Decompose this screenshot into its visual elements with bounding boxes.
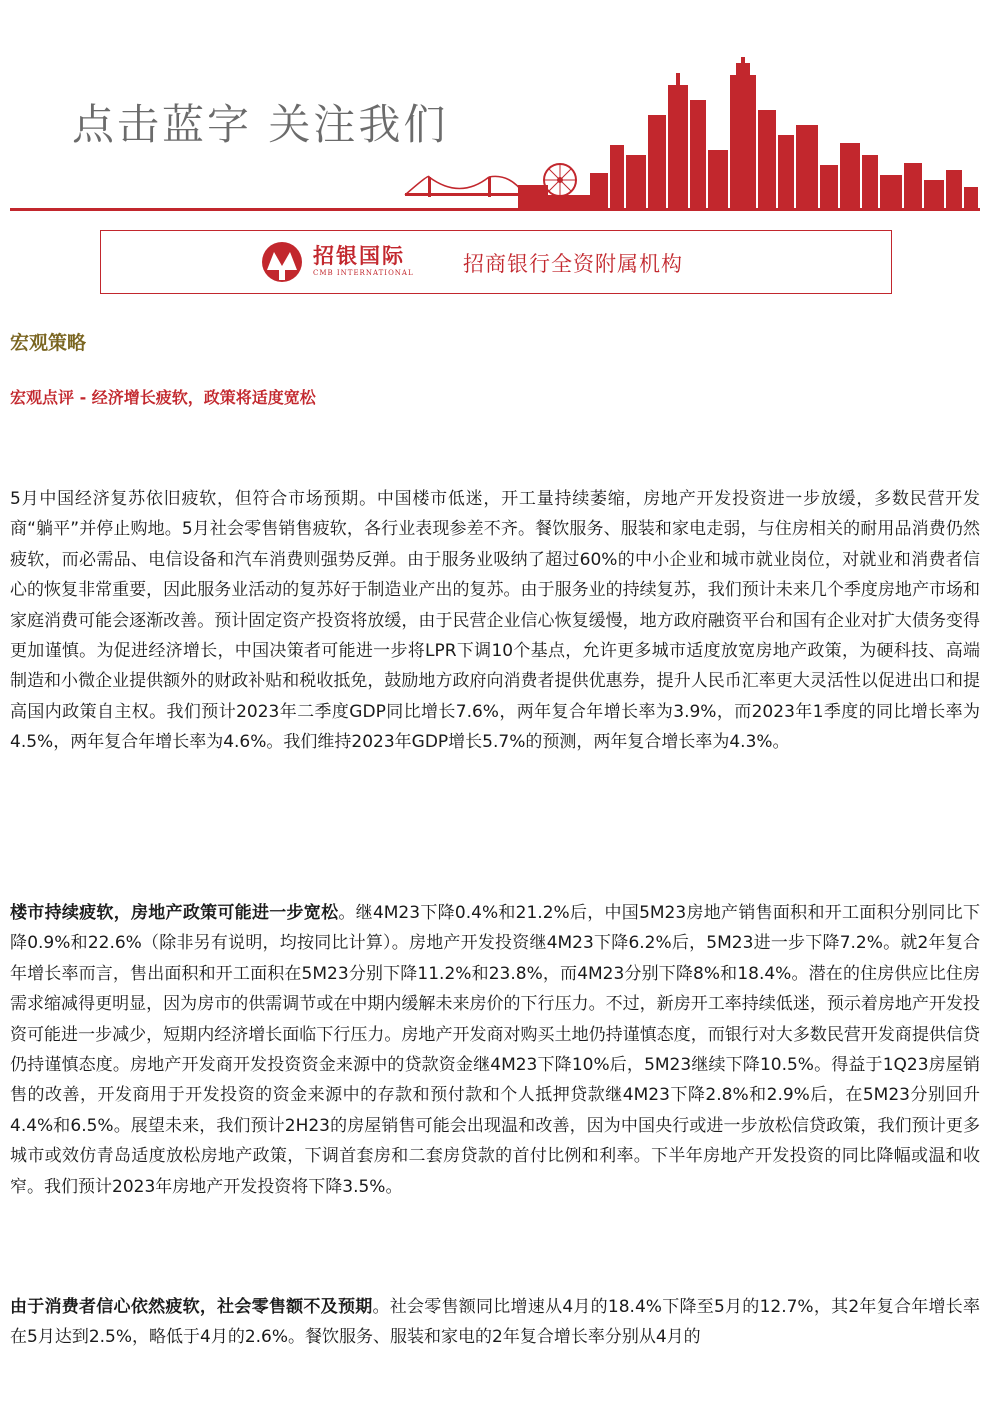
banner-title[interactable]: 点击蓝字 关注我们 — [72, 100, 449, 149]
report-title: 宏观点评 - 经济增长疲软，政策将适度宽松 — [10, 388, 316, 407]
paragraph-retail — [10, 1292, 980, 1353]
paragraph-body: 。继4M23下降0.4%和21.2%后，中国5M23房地产销售面积和开工面积分别同比下降0.9%和22.6%（除非另有说明，均按同比计算）。房地产开发投资继4M23下降6.2%后，5M23进一步下降7.2%。就2年复合年增长率而言，售出面积和开工面积在5M23分别下降11.2%和23.8%，而4M23分别下降8%和18.4%。潜在的住房供应比住房需求缩减得更明显，因为房市的供需调节或在中期内缓解未来房价的下行压力。不过，新房开工率持续低迷，预示着房地产开发投资可能进一步减少，短期内经济增长面临下行压力。房地产开发商对购买土地仍持谨慎态度，而银行对大多数民营开发商提供信贷仍持谨慎态度。房地产开发商开发投资资金来源中的贷款资金继4M23下降10%后，5M23继续下降10.5%。得益于1Q23房屋销售的改善，开发商用于开发投资的资金来源中的存款和预付款和个人抵押贷款继4M23下降2.8%和2.9%后，在5M23分别回升4.4%和6.5%。展望未来，我们预计2H23的房屋销售可能会出现温和改善，因为中国央行或进一步放松信贷政策，我们预计更多城市或效仿青岛适度放松房地产政策，下调首套房和二套房贷款的首付比例和利率。下半年房地产开发投资的同比降幅或温和收窄。我们预计2023年房地产开发投资将下降3.5%。 — [10, 903, 980, 1197]
paragraph-summary — [10, 484, 980, 758]
section-label: 宏观策略 — [10, 332, 87, 354]
org-tagline: 招商银行全资附属机构 — [463, 252, 683, 276]
org-name-cn: 招银国际 — [313, 243, 405, 268]
org-box — [100, 230, 892, 294]
paragraph-lead: 楼市持续疲软，房地产政策可能进一步宽松 — [10, 903, 339, 923]
paragraph-lead: 由于消费者信心依然疲软，社会零售额不及预期 — [10, 1297, 373, 1317]
cmbi-logo-icon — [259, 240, 305, 284]
paragraph-body: 。社会零售额同比增速从4月的18.4%下降至5月的12.7%，其2年复合年增长率在5月达到2.5%，略低于4月的2.6%。餐饮服务、服装和家电的2年复合增长率分别从4月的 — [10, 1297, 980, 1348]
paragraph-property — [10, 898, 980, 1202]
paragraph-body: 5月中国经济复苏依旧疲软，但符合市场预期。中国楼市低迷，开工量持续萎缩，房地产开发投资进一步放缓，多数民营开发商“躺平”并停止购地。5月社会零售销售疲软，各行业表现参差不齐。餐饮服务、服装和家电走弱，与住房相关的耐用品消费仍然疲软，而必需品、电信设备和汽车消费则强势反弹。由于服务业吸纳了超过60%的中小企业和城市就业岗位，对就业和消费者信心的恢复非常重要，因此服务业活动的复苏好于制造业产出的复苏。由于服务业的持续复苏，我们预计未来几个季度房地产市场和家庭消费可能会逐渐改善。预计固定资产投资将放缓，由于民营企业信心恢复缓慢，地方政府融资平台和国有企业对扩大债务变得更加谨慎。为促进经济增长，中国决策者可能进一步将LPR下调10个基点，允许更多城市适度放宽房地产政策，为硬科技、高端制造和小微企业提供额外的财政补贴和税收抵免，鼓励地方政府向消费者提供优惠券，提升人民币汇率更大灵活性以促进出口和提高国内政策自主权。我们预计2023年二季度GDP同比增长7.6%，两年复合年增长率为3.9%，而2023年1季度的同比增长率为4.5%，两年复合年增长率为4.6%。我们维持2023年GDP增长5.7%的预测，两年复合增长率为4.3%。 — [10, 489, 980, 753]
banner-divider — [10, 208, 980, 211]
header-banner — [0, 0, 992, 215]
org-name-en: CMB INTERNATIONAL — [313, 269, 414, 277]
city-skyline-illustration — [400, 55, 980, 215]
